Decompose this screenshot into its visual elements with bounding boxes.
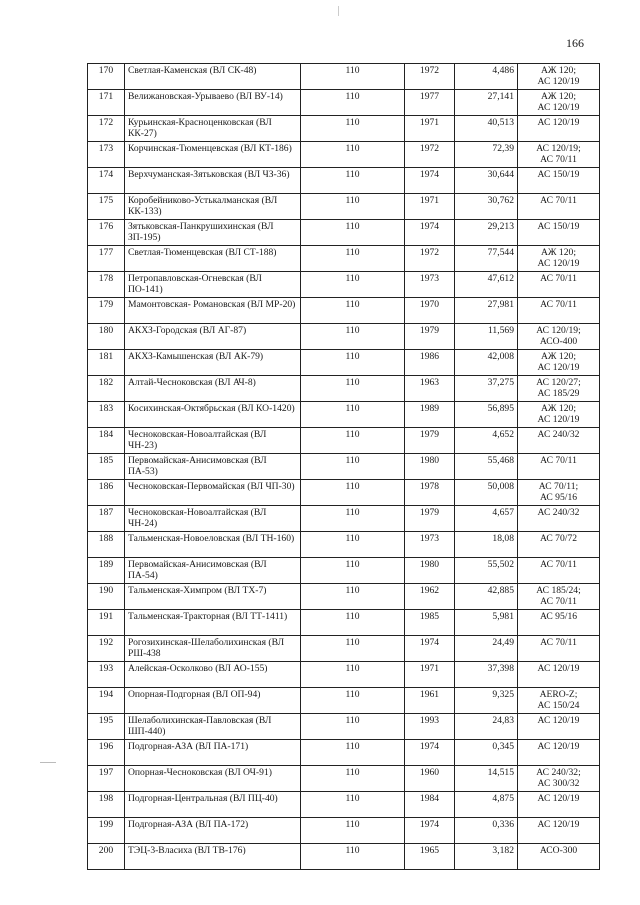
table-row	[88, 636, 600, 662]
row-number: 170	[88, 64, 125, 90]
table-row	[88, 610, 600, 636]
row-number: 183	[88, 402, 125, 428]
page-number: 166	[566, 36, 584, 50]
line-name: Петропавловская-Огневская (ВЛ ПО-141)	[125, 272, 301, 298]
line-name: Зятьковская-Панкрушихинская (ВЛ ЗП-195)	[125, 220, 301, 246]
row-number: 198	[88, 792, 125, 818]
row-number: 195	[88, 714, 125, 740]
wire-type-line: АС 120/19	[537, 102, 580, 113]
line-name: Велижановская-Урываево (ВЛ ВУ-14)	[125, 90, 301, 116]
wire-type-line: АС 70/11;	[538, 481, 579, 492]
line-name: Опорная-Чесноковская (ВЛ ОЧ-91)	[125, 766, 301, 792]
wire-type	[518, 454, 600, 480]
year: 1977	[405, 90, 455, 116]
table-row	[88, 116, 600, 142]
wire-type	[518, 558, 600, 584]
row-number: 177	[88, 246, 125, 272]
year: 1972	[405, 142, 455, 168]
table-row	[88, 90, 600, 116]
year: 1980	[405, 558, 455, 584]
wire-type	[518, 662, 600, 688]
wire-type	[518, 194, 600, 220]
line-name: Подгорная-АЗА (ВЛ ПА-171)	[125, 740, 301, 766]
row-number: 186	[88, 480, 125, 506]
wire-type	[518, 506, 600, 532]
wire-type-line: АС 120/19;	[536, 325, 581, 336]
voltage: 110	[301, 246, 405, 272]
line-name: Первомайская-Анисимовская (ВЛ ПА-53)	[125, 454, 301, 480]
length: 42,885	[455, 584, 518, 610]
margin-mark	[40, 762, 56, 763]
row-number: 197	[88, 766, 125, 792]
wire-type	[518, 818, 600, 844]
line-name: Шелаболихинская-Павловская (ВЛ ШП-440)	[125, 714, 301, 740]
wire-type-line: АС 120/19	[537, 663, 580, 674]
wire-type-line: АС 70/11	[540, 195, 577, 206]
wire-type	[518, 64, 600, 90]
voltage: 110	[301, 506, 405, 532]
wire-type	[518, 688, 600, 714]
year: 1960	[405, 766, 455, 792]
wire-type-line: АЖ 120;	[541, 91, 576, 102]
length: 42,008	[455, 350, 518, 376]
row-number: 185	[88, 454, 125, 480]
line-name: АКХЗ-Камышенская (ВЛ АК-79)	[125, 350, 301, 376]
line-name: Подгорная-АЗА (ВЛ ПА-172)	[125, 818, 301, 844]
year: 1971	[405, 116, 455, 142]
wire-type-line: АСО-300	[539, 845, 578, 856]
voltage: 110	[301, 220, 405, 246]
row-number: 172	[88, 116, 125, 142]
voltage: 110	[301, 480, 405, 506]
row-number: 190	[88, 584, 125, 610]
table-row	[88, 766, 600, 792]
wire-type-line: АС 240/32	[537, 429, 580, 440]
wire-type-line: АС 70/11	[540, 596, 577, 607]
wire-type-line: АС 120/19	[537, 362, 580, 373]
wire-type	[518, 714, 600, 740]
wire-type	[518, 90, 600, 116]
wire-type	[518, 116, 600, 142]
wire-type-line: АС 185/24;	[536, 585, 581, 596]
voltage: 110	[301, 844, 405, 870]
wire-type-line: АС 120/19	[537, 793, 580, 804]
wire-type-line: AERO-Z;	[539, 689, 578, 700]
row-number: 175	[88, 194, 125, 220]
line-name: Корчинская-Тюменцевская (ВЛ КТ-186)	[125, 142, 301, 168]
year: 1989	[405, 402, 455, 428]
wire-type-line: АС 70/11	[540, 637, 577, 648]
line-name: Косихинская-Октябрьская (ВЛ КО-1420)	[125, 402, 301, 428]
row-number: 187	[88, 506, 125, 532]
wire-type-line: АС 150/24	[537, 700, 580, 711]
year: 1973	[405, 532, 455, 558]
length: 0,336	[455, 818, 518, 844]
length: 30,762	[455, 194, 518, 220]
voltage: 110	[301, 740, 405, 766]
wire-type-line: АС 300/32	[537, 778, 580, 789]
table-row	[88, 220, 600, 246]
row-number: 191	[88, 610, 125, 636]
length: 27,141	[455, 90, 518, 116]
line-name: Чесноковская-Первомайская (ВЛ ЧП-30)	[125, 480, 301, 506]
line-name: Коробейниково-Устькалманская (ВЛ КК-133)	[125, 194, 301, 220]
wire-type-line: АС 120/19	[537, 76, 580, 87]
line-name: Алейская-Осколково (ВЛ АО-155)	[125, 662, 301, 688]
voltage: 110	[301, 818, 405, 844]
voltage: 110	[301, 584, 405, 610]
year: 1974	[405, 168, 455, 194]
wire-type-line: АС 120/19	[537, 117, 580, 128]
wire-type	[518, 636, 600, 662]
year: 1980	[405, 454, 455, 480]
table-row	[88, 532, 600, 558]
line-name: Тальменская-Тракторная (ВЛ ТТ-1411)	[125, 610, 301, 636]
voltage: 110	[301, 428, 405, 454]
year: 1971	[405, 194, 455, 220]
wire-type-line: АЖ 120;	[541, 247, 576, 258]
table-row	[88, 792, 600, 818]
line-name: Курьинская-Красноценковская (ВЛ КК-27)	[125, 116, 301, 142]
length: 30,644	[455, 168, 518, 194]
wire-type-line: АЖ 120;	[541, 65, 576, 76]
wire-type-line: АС 120/27;	[536, 377, 581, 388]
table-row	[88, 506, 600, 532]
year: 1962	[405, 584, 455, 610]
wire-type	[518, 428, 600, 454]
wire-type	[518, 220, 600, 246]
line-name: Мамонтовская- Романовская (ВЛ МР-20)	[125, 298, 301, 324]
line-name: АКХЗ-Городская (ВЛ АГ-87)	[125, 324, 301, 350]
row-number: 199	[88, 818, 125, 844]
table-row	[88, 662, 600, 688]
voltage: 110	[301, 64, 405, 90]
voltage: 110	[301, 454, 405, 480]
wire-type	[518, 740, 600, 766]
voltage: 110	[301, 636, 405, 662]
scan-mark	[338, 6, 339, 16]
table-body	[88, 64, 600, 870]
table-row	[88, 168, 600, 194]
wire-type	[518, 480, 600, 506]
voltage: 110	[301, 168, 405, 194]
row-number: 192	[88, 636, 125, 662]
table-row	[88, 272, 600, 298]
wire-type-line: АС 150/19	[537, 221, 580, 232]
voltage: 110	[301, 766, 405, 792]
length: 18,08	[455, 532, 518, 558]
line-name: Первомайская-Анисимовская (ВЛ ПА-54)	[125, 558, 301, 584]
year: 1971	[405, 662, 455, 688]
wire-type	[518, 272, 600, 298]
wire-type-line: АЖ 120;	[541, 351, 576, 362]
row-number: 182	[88, 376, 125, 402]
row-number: 194	[88, 688, 125, 714]
voltage: 110	[301, 142, 405, 168]
row-number: 180	[88, 324, 125, 350]
year: 1974	[405, 818, 455, 844]
wire-type	[518, 350, 600, 376]
year: 1978	[405, 480, 455, 506]
wire-type-line: АС 150/19	[537, 169, 580, 180]
wire-type-line: АС 120/19	[537, 715, 580, 726]
wire-type-line: АС 120/19;	[536, 143, 581, 154]
table-row	[88, 324, 600, 350]
line-name: Верхчуманская-Зятьковская (ВЛ ЧЗ-36)	[125, 168, 301, 194]
length: 40,513	[455, 116, 518, 142]
year: 1974	[405, 636, 455, 662]
wire-type	[518, 324, 600, 350]
wire-type	[518, 376, 600, 402]
voltage: 110	[301, 272, 405, 298]
length: 55,502	[455, 558, 518, 584]
wire-type-line: АС 120/19	[537, 741, 580, 752]
length: 27,981	[455, 298, 518, 324]
wire-type	[518, 402, 600, 428]
row-number: 196	[88, 740, 125, 766]
year: 1965	[405, 844, 455, 870]
table-row	[88, 454, 600, 480]
length: 55,468	[455, 454, 518, 480]
wire-type	[518, 246, 600, 272]
row-number: 181	[88, 350, 125, 376]
wire-type-line: АС 240/32	[537, 507, 580, 518]
voltage: 110	[301, 610, 405, 636]
length: 72,39	[455, 142, 518, 168]
wire-type-line: АС 120/19	[537, 414, 580, 425]
length: 24,83	[455, 714, 518, 740]
wire-type	[518, 844, 600, 870]
wire-type-line: АС 120/19	[537, 258, 580, 269]
length: 5,981	[455, 610, 518, 636]
wire-type	[518, 610, 600, 636]
voltage: 110	[301, 376, 405, 402]
voltage: 110	[301, 194, 405, 220]
wire-type	[518, 584, 600, 610]
row-number: 179	[88, 298, 125, 324]
line-name: Светлая-Каменская (ВЛ СК-48)	[125, 64, 301, 90]
voltage: 110	[301, 532, 405, 558]
length: 37,398	[455, 662, 518, 688]
length: 24,49	[455, 636, 518, 662]
voltage: 110	[301, 402, 405, 428]
voltage: 110	[301, 298, 405, 324]
year: 1972	[405, 64, 455, 90]
year: 1993	[405, 714, 455, 740]
length: 0,345	[455, 740, 518, 766]
year: 1984	[405, 792, 455, 818]
voltage: 110	[301, 350, 405, 376]
year: 1963	[405, 376, 455, 402]
table-row	[88, 688, 600, 714]
year: 1974	[405, 220, 455, 246]
wire-type-line: АС 70/11	[540, 299, 577, 310]
table-row	[88, 402, 600, 428]
row-number: 178	[88, 272, 125, 298]
line-name: Рогозихинская-Шелаболихинская (ВЛ РШ-438	[125, 636, 301, 662]
year: 1972	[405, 246, 455, 272]
row-number: 188	[88, 532, 125, 558]
wire-type-line: АС 120/19	[537, 819, 580, 830]
length: 11,569	[455, 324, 518, 350]
voltage: 110	[301, 714, 405, 740]
length: 4,875	[455, 792, 518, 818]
wire-type	[518, 298, 600, 324]
year: 1979	[405, 428, 455, 454]
table-row	[88, 480, 600, 506]
length: 9,325	[455, 688, 518, 714]
wire-type	[518, 792, 600, 818]
table-row	[88, 740, 600, 766]
wire-type-line: АС 70/11	[540, 273, 577, 284]
line-name: Тальменская-Химпром (ВЛ ТХ-7)	[125, 584, 301, 610]
table-row	[88, 142, 600, 168]
line-name: Чесноковская-Новоалтайская (ВЛ ЧН-23)	[125, 428, 301, 454]
length: 29,213	[455, 220, 518, 246]
wire-type	[518, 168, 600, 194]
row-number: 193	[88, 662, 125, 688]
length: 37,275	[455, 376, 518, 402]
line-name: Подгорная-Центральная (ВЛ ПЦ-40)	[125, 792, 301, 818]
wire-type-line: АС 70/72	[539, 533, 578, 544]
voltage: 110	[301, 90, 405, 116]
line-name: Чесноковская-Новоалтайская (ВЛ ЧН-24)	[125, 506, 301, 532]
row-number: 176	[88, 220, 125, 246]
length: 14,515	[455, 766, 518, 792]
voltage: 110	[301, 662, 405, 688]
length: 4,657	[455, 506, 518, 532]
table-row	[88, 350, 600, 376]
length: 3,182	[455, 844, 518, 870]
table-row	[88, 844, 600, 870]
year: 1979	[405, 324, 455, 350]
table-row	[88, 584, 600, 610]
voltage: 110	[301, 116, 405, 142]
table-row	[88, 194, 600, 220]
wire-type-line: АС 240/32;	[536, 767, 581, 778]
length: 50,008	[455, 480, 518, 506]
length: 47,612	[455, 272, 518, 298]
year: 1970	[405, 298, 455, 324]
line-name: Алтай-Чесноковская (ВЛ АЧ-8)	[125, 376, 301, 402]
year: 1973	[405, 272, 455, 298]
wire-type	[518, 766, 600, 792]
line-name: Тальменская-Новоеловская (ВЛ ТН-160)	[125, 532, 301, 558]
wire-type-line: АС 70/11	[540, 455, 577, 466]
line-name: Опорная-Подгорная (ВЛ ОП-94)	[125, 688, 301, 714]
row-number: 184	[88, 428, 125, 454]
wire-type-line: АС 95/16	[539, 492, 578, 503]
wire-type-line: АС 70/11	[540, 559, 577, 570]
length: 56,895	[455, 402, 518, 428]
wire-type	[518, 532, 600, 558]
voltage: 110	[301, 324, 405, 350]
wire-type-line: АСО-400	[539, 336, 578, 347]
table-row	[88, 714, 600, 740]
table-row	[88, 246, 600, 272]
table-row	[88, 64, 600, 90]
wire-type-line: АС 185/29	[537, 388, 580, 399]
power-lines-table	[87, 63, 600, 870]
row-number: 173	[88, 142, 125, 168]
wire-type-line: АС 95/16	[539, 611, 578, 622]
voltage: 110	[301, 792, 405, 818]
table-row	[88, 428, 600, 454]
table-row	[88, 376, 600, 402]
wire-type-line: АС 70/11	[540, 154, 577, 165]
voltage: 110	[301, 688, 405, 714]
year: 1974	[405, 740, 455, 766]
voltage: 110	[301, 558, 405, 584]
row-number: 189	[88, 558, 125, 584]
table-row	[88, 298, 600, 324]
line-name: ТЭЦ-3-Власиха (ВЛ ТВ-176)	[125, 844, 301, 870]
year: 1961	[405, 688, 455, 714]
table-row	[88, 558, 600, 584]
wire-type	[518, 142, 600, 168]
year: 1986	[405, 350, 455, 376]
year: 1979	[405, 506, 455, 532]
year: 1985	[405, 610, 455, 636]
line-name: Светлая-Тюменцевская (ВЛ СТ-188)	[125, 246, 301, 272]
row-number: 200	[88, 844, 125, 870]
length: 4,652	[455, 428, 518, 454]
row-number: 171	[88, 90, 125, 116]
length: 77,544	[455, 246, 518, 272]
table-row	[88, 818, 600, 844]
length: 4,486	[455, 64, 518, 90]
wire-type-line: АЖ 120;	[541, 403, 576, 414]
row-number: 174	[88, 168, 125, 194]
